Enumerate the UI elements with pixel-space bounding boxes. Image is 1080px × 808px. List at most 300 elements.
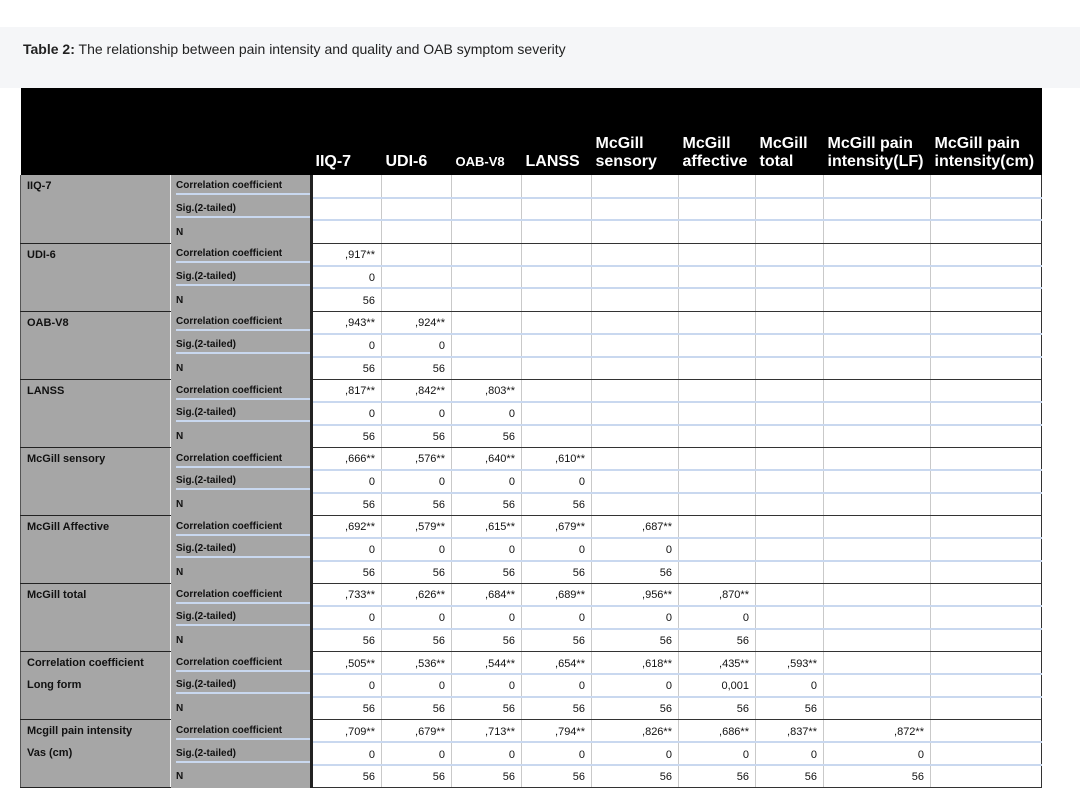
stat-label (171, 334, 312, 357)
column-header-line2: affective (682, 153, 748, 170)
table-cell: 56 (592, 561, 679, 584)
table-cell: ,679** (382, 720, 452, 743)
table-cell (452, 243, 522, 266)
table-cell (824, 629, 931, 652)
column-header-line1: McGill (595, 135, 644, 152)
table-cell (756, 311, 824, 334)
variable-label (21, 379, 171, 447)
table-cell: ,679** (522, 515, 592, 538)
table-cell (931, 311, 1042, 334)
table-cell (756, 198, 824, 221)
table-cell (522, 175, 592, 198)
table-cell: 56 (382, 357, 452, 380)
stat-label-text: Correlation coefficient (176, 453, 312, 468)
table-cell: 0 (452, 538, 522, 561)
table-cell (679, 379, 756, 402)
table-cell (756, 470, 824, 493)
stat-label-text: N (176, 635, 184, 647)
table-cell (679, 447, 756, 470)
caption-text: The relationship between pain intensity and quality and OAB symptom severity (74, 41, 566, 57)
table-cell (592, 266, 679, 289)
table-cell (824, 470, 931, 493)
stat-label-text: Correlation coefficient (176, 589, 312, 604)
stat-label (171, 583, 312, 606)
table-cell: ,505** (312, 651, 382, 674)
stat-label-text: Sig.(2-tailed) (176, 543, 312, 558)
column-header-line2: total (759, 153, 794, 170)
table-cell: ,692** (312, 515, 382, 538)
header-blank-2 (171, 88, 312, 175)
table-row (21, 606, 1042, 629)
table-cell (522, 379, 592, 402)
stat-label (171, 515, 312, 538)
stat-label-text: Correlation coefficient (176, 521, 312, 536)
table-cell (679, 425, 756, 448)
table-cell: 56 (522, 765, 592, 788)
stat-label (171, 402, 312, 425)
stat-label (171, 561, 312, 584)
stat-label (171, 606, 312, 629)
stat-label (171, 720, 312, 743)
table-cell (679, 493, 756, 516)
table-cell (931, 765, 1042, 788)
table-cell (756, 493, 824, 516)
table-cell (592, 243, 679, 266)
column-header (522, 88, 592, 175)
table-cell (522, 198, 592, 221)
table-row (21, 243, 1042, 266)
variable-label-line1: UDI-6 (27, 248, 56, 261)
table-cell: 56 (312, 493, 382, 516)
table-cell: 56 (312, 629, 382, 652)
table-cell (522, 220, 592, 243)
table-cell: ,435** (679, 651, 756, 674)
table-row (21, 198, 1042, 221)
table-cell (452, 334, 522, 357)
table-cell: 0 (312, 266, 382, 289)
table-row (21, 674, 1042, 697)
table-cell: 0 (679, 606, 756, 629)
table-cell (452, 175, 522, 198)
table-cell: 0 (452, 402, 522, 425)
table-cell: 56 (382, 493, 452, 516)
table-cell: ,615** (452, 515, 522, 538)
table-cell: ,684** (452, 583, 522, 606)
variable-label-line1: McGill sensory (27, 452, 106, 465)
table-cell (931, 583, 1042, 606)
table-cell: 0 (452, 606, 522, 629)
table-cell: 0 (312, 742, 382, 765)
stat-label-text: Sig.(2-tailed) (176, 271, 312, 286)
table-cell: 56 (679, 629, 756, 652)
table-cell (756, 243, 824, 266)
table-cell: 0 (522, 470, 592, 493)
table-cell (679, 357, 756, 380)
table-cell: 0 (522, 674, 592, 697)
table-cell: 0 (382, 334, 452, 357)
table-cell (824, 651, 931, 674)
stat-label-text: Correlation coefficient (176, 248, 312, 263)
table-cell: 56 (592, 629, 679, 652)
table-cell: 0 (382, 742, 452, 765)
table-cell: ,924** (382, 311, 452, 334)
table-row (21, 425, 1042, 448)
caption-bar (0, 27, 1080, 88)
table-cell (756, 606, 824, 629)
table-cell (382, 175, 452, 198)
stat-label (171, 425, 312, 448)
stat-label-text: N (176, 498, 184, 510)
stat-label-text: N (176, 567, 184, 579)
table-cell (679, 288, 756, 311)
table-cell (679, 220, 756, 243)
table-cell: ,794** (522, 720, 592, 743)
variable-label-line2: Vas (cm) (27, 747, 73, 759)
table-cell (522, 266, 592, 289)
table-cell (679, 266, 756, 289)
column-header (679, 88, 756, 175)
table-cell (931, 379, 1042, 402)
table-cell: ,956** (592, 583, 679, 606)
table-row (21, 402, 1042, 425)
variable-label-line1: IIQ-7 (27, 180, 52, 192)
stat-label (171, 266, 312, 289)
table-row (21, 720, 1042, 743)
variable-label (21, 583, 171, 651)
stat-label (171, 742, 312, 765)
table-cell (452, 311, 522, 334)
stat-label (171, 493, 312, 516)
table-row (21, 266, 1042, 289)
table-cell: ,917** (312, 243, 382, 266)
stat-label-text: Correlation coefficient (176, 180, 312, 195)
table-cell: 0,001 (679, 674, 756, 697)
variable-label-line1: OAB-V8 (27, 316, 69, 329)
stat-label-text: Sig.(2-tailed) (176, 203, 312, 218)
table-cell (931, 515, 1042, 538)
table-cell: ,654** (522, 651, 592, 674)
stat-label (171, 198, 312, 221)
table-cell (756, 629, 824, 652)
table-cell: 56 (522, 561, 592, 584)
table-cell: 56 (382, 697, 452, 720)
table-cell: 56 (382, 629, 452, 652)
table-cell (931, 175, 1042, 198)
table-row (21, 765, 1042, 788)
table-cell: ,593** (756, 651, 824, 674)
table-row (21, 220, 1042, 243)
table-cell: 0 (522, 538, 592, 561)
table-cell: ,803** (452, 379, 522, 402)
table-cell: 0 (522, 742, 592, 765)
stat-label (171, 651, 312, 674)
table-cell (452, 220, 522, 243)
table-cell: 0 (592, 742, 679, 765)
column-header (756, 88, 824, 175)
table-cell: 56 (312, 288, 382, 311)
table-cell: ,943** (312, 311, 382, 334)
column-header-line2: intensity(LF) (827, 153, 924, 170)
table-cell: 0 (592, 538, 679, 561)
stat-label-text: Sig.(2-tailed) (176, 611, 312, 626)
table-cell: 0 (382, 674, 452, 697)
stat-label (171, 697, 312, 720)
table-cell: 0 (312, 538, 382, 561)
stat-label-text: Sig.(2-tailed) (176, 748, 312, 763)
stat-label-text: N (176, 771, 184, 783)
table-cell: 56 (522, 493, 592, 516)
table-cell: 56 (312, 357, 382, 380)
table-row (21, 697, 1042, 720)
stat-label (171, 288, 312, 311)
table-row (21, 583, 1042, 606)
table-cell (522, 334, 592, 357)
table-cell (824, 606, 931, 629)
column-header-line2: sensory (595, 153, 657, 170)
variable-label (21, 175, 171, 243)
table-cell: 56 (756, 765, 824, 788)
table-cell (592, 470, 679, 493)
table-cell (522, 402, 592, 425)
table-cell (824, 198, 931, 221)
table-cell (592, 447, 679, 470)
table-cell (679, 198, 756, 221)
table-cell (931, 266, 1042, 289)
table-cell (679, 402, 756, 425)
table-cell (931, 425, 1042, 448)
table-cell (592, 379, 679, 402)
table-cell: ,870** (679, 583, 756, 606)
stat-label (171, 765, 312, 788)
table-cell (931, 629, 1042, 652)
table-cell (931, 538, 1042, 561)
table-cell: 0 (756, 742, 824, 765)
stat-label (171, 220, 312, 243)
header-blank-1 (21, 88, 171, 175)
stat-label-text: N (176, 294, 184, 306)
stat-label-text: N (176, 703, 184, 715)
variable-label (21, 311, 171, 379)
table-row (21, 515, 1042, 538)
variable-label (21, 515, 171, 583)
table-cell (679, 538, 756, 561)
table-row (21, 334, 1042, 357)
table-cell: 56 (452, 697, 522, 720)
table-cell: 0 (312, 470, 382, 493)
table-cell: ,709** (312, 720, 382, 743)
table-cell (756, 357, 824, 380)
table-cell (824, 402, 931, 425)
table-cell (824, 583, 931, 606)
column-header-line1: McGill pain (934, 135, 1020, 152)
table-cell (756, 425, 824, 448)
table-cell (931, 288, 1042, 311)
table-cell (824, 674, 931, 697)
stat-label-text: N (176, 226, 184, 238)
table-cell (522, 311, 592, 334)
table-cell (756, 175, 824, 198)
table-cell (382, 220, 452, 243)
table-cell: ,837** (756, 720, 824, 743)
table-cell (824, 515, 931, 538)
table-cell: 56 (312, 561, 382, 584)
table-cell (931, 606, 1042, 629)
table-cell (756, 288, 824, 311)
table-cell: 0 (522, 606, 592, 629)
table-cell (931, 674, 1042, 697)
table-row (21, 470, 1042, 493)
variable-label (21, 651, 171, 719)
table-cell (931, 198, 1042, 221)
table-cell: 56 (382, 425, 452, 448)
table-cell (824, 175, 931, 198)
table-cell: ,666** (312, 447, 382, 470)
table-cell (824, 493, 931, 516)
table-cell: ,842** (382, 379, 452, 402)
variable-label (21, 243, 171, 311)
table-cell: ,687** (592, 515, 679, 538)
variable-label (21, 720, 171, 788)
stat-label (171, 629, 312, 652)
table-cell: 0 (382, 402, 452, 425)
column-header-line1: McGill (759, 135, 808, 152)
table-row (21, 379, 1042, 402)
table-cell: 56 (592, 765, 679, 788)
stat-label-text: Sig.(2-tailed) (176, 407, 312, 422)
table-cell (824, 357, 931, 380)
table-cell: 56 (824, 765, 931, 788)
table-row (21, 175, 1042, 198)
table-cell (679, 311, 756, 334)
table-cell (756, 561, 824, 584)
table-cell (824, 538, 931, 561)
table-cell (382, 266, 452, 289)
table-cell (679, 470, 756, 493)
table-row (21, 561, 1042, 584)
table-cell (824, 561, 931, 584)
table-cell (679, 561, 756, 584)
table-cell: ,713** (452, 720, 522, 743)
table-cell: 56 (592, 697, 679, 720)
table-cell: 56 (312, 425, 382, 448)
stat-label (171, 470, 312, 493)
table-cell (931, 697, 1042, 720)
table-cell: 56 (522, 697, 592, 720)
stat-label-text: N (176, 362, 184, 374)
table-cell (756, 402, 824, 425)
column-header (931, 88, 1042, 175)
table-cell: 0 (452, 742, 522, 765)
column-header-line1: McGill pain (827, 135, 913, 152)
table-cell: 56 (382, 765, 452, 788)
column-header (452, 88, 522, 175)
table-cell (592, 220, 679, 243)
stat-label (171, 379, 312, 402)
table-row (21, 629, 1042, 652)
variable-label (21, 447, 171, 515)
table-cell (824, 243, 931, 266)
table-cell: 56 (679, 765, 756, 788)
variable-label-line1: McGill total (27, 588, 87, 601)
table-cell (824, 220, 931, 243)
table-cell (756, 266, 824, 289)
table-cell (592, 311, 679, 334)
table-cell: ,626** (382, 583, 452, 606)
stat-label (171, 243, 312, 266)
table-cell: ,610** (522, 447, 592, 470)
table-cell: ,536** (382, 651, 452, 674)
table-cell: 0 (382, 538, 452, 561)
table-cell (679, 243, 756, 266)
table-cell (756, 515, 824, 538)
table-cell: 56 (452, 425, 522, 448)
table-cell: 0 (824, 742, 931, 765)
stat-label-text: N (176, 430, 184, 442)
table-cell (824, 266, 931, 289)
stat-label-text: Correlation coefficient (176, 725, 312, 740)
column-header (312, 88, 382, 175)
table-cell: ,689** (522, 583, 592, 606)
table-row (21, 311, 1042, 334)
table-cell: ,579** (382, 515, 452, 538)
stat-label-text: Correlation coefficient (176, 657, 312, 672)
header-row (21, 88, 1042, 175)
table-cell: 56 (382, 561, 452, 584)
table-cell: 56 (452, 561, 522, 584)
table-cell (756, 334, 824, 357)
table-cell (931, 402, 1042, 425)
column-header-line1: McGill (682, 135, 731, 152)
table-cell (312, 175, 382, 198)
table-cell (592, 288, 679, 311)
table-cell: ,817** (312, 379, 382, 402)
stat-label-text: Sig.(2-tailed) (176, 679, 312, 694)
table-cell (592, 357, 679, 380)
table-cell (931, 493, 1042, 516)
column-header (382, 88, 452, 175)
column-header-line2: intensity(cm) (934, 153, 1035, 170)
table-cell (931, 243, 1042, 266)
table-cell: ,872** (824, 720, 931, 743)
table-cell: ,733** (312, 583, 382, 606)
table-cell (452, 266, 522, 289)
table-row (21, 742, 1042, 765)
column-header-line2: IIQ-7 (315, 153, 352, 170)
table-cell (824, 334, 931, 357)
table-cell: 0 (756, 674, 824, 697)
table-cell: 0 (382, 606, 452, 629)
table-cell: ,686** (679, 720, 756, 743)
table-cell: 0 (592, 674, 679, 697)
table-cell (382, 243, 452, 266)
table-cell: 56 (312, 765, 382, 788)
column-header-line2: OAB-V8 (455, 154, 505, 169)
table-cell (931, 742, 1042, 765)
stat-label-text: Correlation coefficient (176, 316, 312, 331)
table-cell (312, 220, 382, 243)
table-cell: 56 (452, 765, 522, 788)
variable-label-line1: LANSS (27, 384, 65, 397)
table-cell (382, 198, 452, 221)
table-cell (824, 311, 931, 334)
table-cell: ,618** (592, 651, 679, 674)
table-cell (824, 697, 931, 720)
table-row (21, 357, 1042, 380)
table-cell: ,576** (382, 447, 452, 470)
table-row (21, 651, 1042, 674)
table-row (21, 288, 1042, 311)
stat-label (171, 357, 312, 380)
